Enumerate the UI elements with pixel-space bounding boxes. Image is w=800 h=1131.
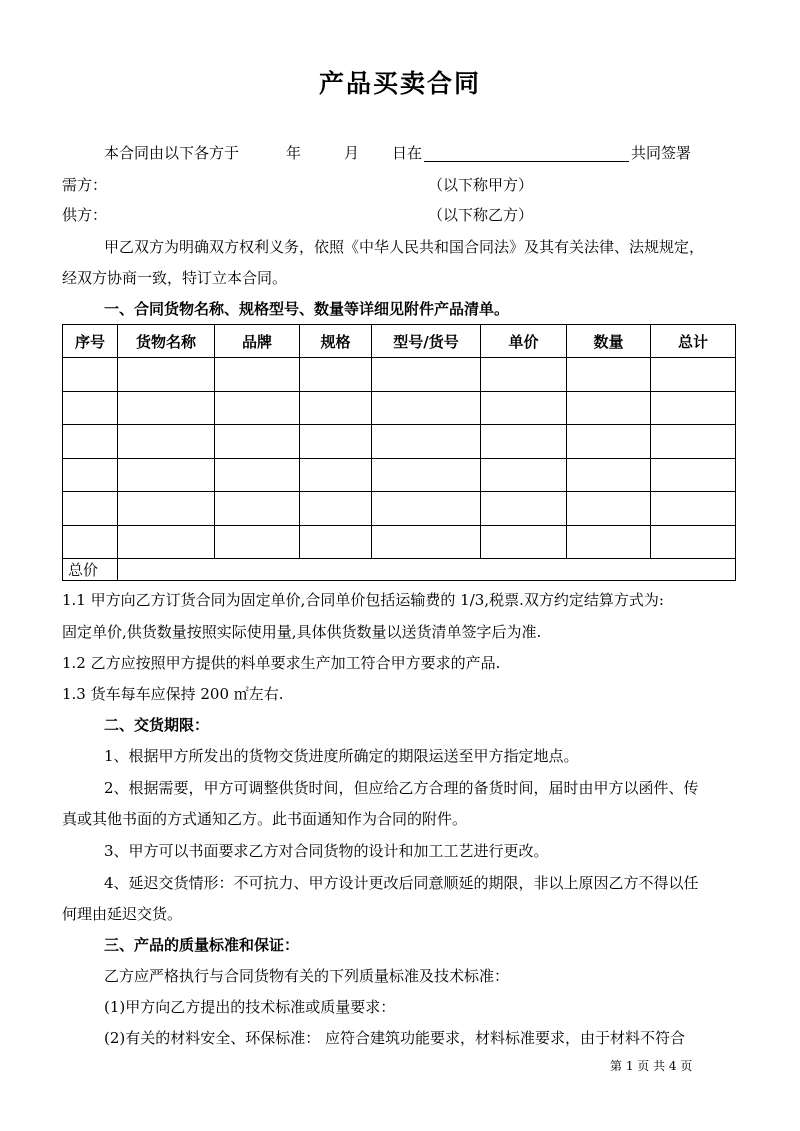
table-row (63, 391, 736, 425)
clause-1-3: 1.3 货车每车应保持 200 ㎡左右. (62, 685, 284, 703)
table-cell (63, 425, 118, 459)
section-3-item-3: (2)有关的材料安全、环保标准： 应符合建筑功能要求，材料标准要求，由于材料不符合 (104, 1029, 686, 1047)
table-cell (567, 391, 651, 425)
table-cell (63, 391, 118, 425)
page-footer: 第 1 页 共 4 页 (610, 1059, 693, 1073)
table-cell (300, 525, 372, 559)
table-cell (372, 492, 481, 526)
section-3-item-2: (1)甲方向乙方提出的技术标准或质量要求： (104, 998, 396, 1016)
table-cell (215, 425, 300, 459)
col-header: 货物名称 (118, 325, 215, 358)
table-cell (118, 391, 215, 425)
table-cell (372, 425, 481, 459)
intro-year: 年 (286, 144, 302, 162)
section-2-item-4: 4、延迟交货情形：不可抗力、甲方设计更改后同意顺延的期限，非以上原因乙方不得以任 (104, 874, 699, 892)
table-row (63, 525, 736, 559)
table-cell (481, 425, 567, 459)
signing-place-blank (424, 143, 629, 162)
table-cell (118, 458, 215, 492)
table-cell (481, 525, 567, 559)
section-2-item-2: 2、根据需要，甲方可调整供货时间，但应给乙方合理的备货时间，届时由甲方以函件、传 (104, 779, 699, 797)
table-cell (481, 358, 567, 392)
section-2-item-3: 3、甲方可以书面要求乙方对合同货物的设计和加工工艺进行更改。 (104, 842, 549, 860)
section-3-heading: 三、产品的质量标准和保证： (104, 936, 300, 954)
total-row (63, 559, 736, 581)
table-cell (651, 425, 736, 459)
table-cell (215, 358, 300, 392)
col-header: 规格 (300, 325, 372, 358)
table-cell (567, 425, 651, 459)
table-cell (651, 391, 736, 425)
table-cell (215, 492, 300, 526)
clause-1-1-cont: 固定单价,供货数量按照实际使用量,具体供货数量以送货清单签字后为准. (62, 623, 542, 641)
seller-note: （以下称乙方） (428, 206, 534, 224)
col-header: 总计 (651, 325, 736, 358)
total-label: 总价 (63, 559, 118, 581)
contract-title: 产品买卖合同 (318, 69, 481, 98)
table-cell (372, 358, 481, 392)
table-cell (567, 525, 651, 559)
table-cell (63, 458, 118, 492)
table-row (63, 425, 736, 459)
intro-month: 月 (344, 144, 360, 162)
table-cell (481, 391, 567, 425)
table-cell (481, 458, 567, 492)
buyer-label: 需方： (62, 176, 108, 194)
clause-1-1: 1.1 甲方向乙方订货合同为固定单价,合同单价包括运输费的 1/3,税票.双方约定结算方式为: (62, 591, 664, 609)
table-cell (651, 358, 736, 392)
table-cell (300, 492, 372, 526)
table-cell (118, 492, 215, 526)
table-cell (567, 458, 651, 492)
table-cell (372, 525, 481, 559)
col-header: 序号 (63, 325, 118, 358)
table-cell (651, 525, 736, 559)
table-cell (300, 391, 372, 425)
table-row (63, 358, 736, 392)
col-header: 数量 (567, 325, 651, 358)
preamble-line-1: 甲乙双方为明确双方权利义务，依照《中华人民共和国合同法》及其有关法律、法规规定， (104, 238, 705, 256)
col-header: 品牌 (215, 325, 300, 358)
table-cell (567, 492, 651, 526)
table-cell (300, 458, 372, 492)
goods-table (62, 324, 736, 581)
preamble-line-2: 经双方协商一致，特订立本合同。 (62, 269, 288, 287)
table-cell (63, 492, 118, 526)
table-cell (215, 391, 300, 425)
section-2-heading: 二、交货期限： (104, 716, 210, 734)
section-2-item-2-cont: 真或其他书面的方式通知乙方。此书面通知作为合同的附件。 (62, 810, 468, 828)
intro-day-at: 日在 (392, 144, 423, 162)
section-2-item-1: 1、根据甲方所发出的货物交货进度所确定的期限运送至甲方指定地点。 (104, 747, 579, 765)
col-header: 型号/货号 (372, 325, 481, 358)
section-3-item-1: 乙方应严格执行与合同货物有关的下列质量标准及技术标准： (104, 967, 510, 985)
table-cell (300, 358, 372, 392)
table-cell (63, 358, 118, 392)
table-header-row (63, 325, 736, 358)
table-cell (481, 492, 567, 526)
table-cell (300, 425, 372, 459)
table-cell (651, 492, 736, 526)
table-row (63, 492, 736, 526)
table-cell (372, 458, 481, 492)
table-cell (372, 391, 481, 425)
total-value-cell (118, 559, 736, 581)
table-cell (118, 425, 215, 459)
section-2-item-4-cont: 何理由延迟交货。 (62, 905, 183, 923)
col-header: 单价 (481, 325, 567, 358)
table-cell (63, 525, 118, 559)
clause-1-2: 1.2 乙方应按照甲方提供的料单要求生产加工符合甲方要求的产品. (62, 654, 501, 672)
table-cell (215, 458, 300, 492)
intro-prefix: 本合同由以下各方于 (104, 144, 240, 162)
table-cell (215, 525, 300, 559)
table-row (63, 458, 736, 492)
intro-suffix: 共同签署 (631, 144, 692, 162)
seller-label: 供方： (62, 206, 108, 224)
table-cell (118, 358, 215, 392)
buyer-note: （以下称甲方） (428, 176, 534, 194)
table-cell (567, 358, 651, 392)
table-cell (118, 525, 215, 559)
section-1-heading: 一、合同货物名称、规格型号、数量等详细见附件产品清单。 (104, 300, 510, 318)
table-cell (651, 458, 736, 492)
